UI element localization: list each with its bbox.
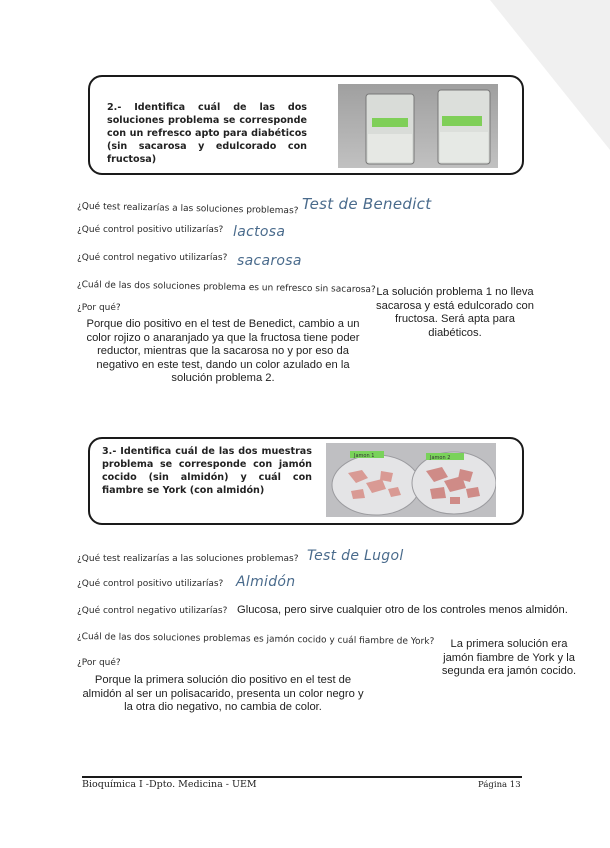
q2-test-question: ¿Qué test realizarías a las soluciones problemas? <box>76 201 299 217</box>
footer-page-number: Página 13 <box>478 780 521 790</box>
q3-test-answer: Test de Lugol <box>307 548 404 564</box>
q2-why-question: ¿Por qué? <box>77 303 121 313</box>
photo-label-2: Jamon 2 <box>430 455 451 461</box>
q3-negative-question: ¿Qué control negativo utilizarías? <box>77 606 228 616</box>
question-2-title: 2.- Identifica cuál de las dos soluciones problema se corresponde con un refresco apto para diabéticos (sin sacarosa y edulcorado con fructosa) <box>107 102 307 165</box>
q3-positive-answer: Almidón <box>236 574 296 590</box>
footer-course: Bioquímica I -Dpto. Medicina - UEM <box>82 779 257 790</box>
q2-which-answer: La solución problema 1 no lleva sacarosa y está edulcorado con fructosa. Será apta para diabéticos. <box>376 286 534 339</box>
beakers-photo <box>338 84 498 168</box>
footer-rule <box>82 776 522 778</box>
q2-which-question: ¿Cuál de las dos soluciones problema es un refresco sin sacarosa? <box>76 280 376 296</box>
q3-positive-question: ¿Qué control positivo utilizarías? <box>77 579 224 589</box>
q3-which-question: ¿Cuál de las dos soluciones problemas es jamón cocido y cuál fiambre de York? <box>76 632 435 647</box>
q2-negative-answer: sacarosa <box>237 253 302 269</box>
q3-why-question: ¿Por qué? <box>77 658 121 668</box>
q3-which-answer: La primera solución era jamón fiambre de York y la segunda era jamón cocido. <box>441 638 577 677</box>
q3-negative-answer: Glucosa, pero sirve cualquier otro de los controles menos almidón. <box>237 604 568 616</box>
q2-negative-question: ¿Qué control negativo utilizarías? <box>77 253 228 263</box>
ham-samples-photo <box>326 443 496 517</box>
q2-positive-question: ¿Qué control positivo utilizarías? <box>77 225 224 235</box>
photo-label-1: Jamon 1 <box>354 453 375 459</box>
question-3-title: 3.- Identifica cuál de las dos muestras problema se corresponde con jamón cocido (sin almidón) y cuál con fiambre se York (con almidón) <box>102 446 312 496</box>
q3-why-answer: Porque la primera solución dio positivo en el test de almidón al ser un polisacarido, presenta un color negro y la otra dio negativo, no cambia de color. <box>82 674 364 713</box>
q2-test-answer: Test de Benedict <box>302 195 432 213</box>
q2-positive-answer: lactosa <box>233 224 286 240</box>
q2-why-answer: Porque dio positivo en el test de Benedict, cambio a un color rojizo o anaranjado ya que la fructosa tiene poder reductor, mientras que la sacarosa no y por eso da negativo en este test, dando un color azulado en la solución problema 2. <box>86 318 360 384</box>
q3-test-question: ¿Qué test realizarías a las soluciones problemas? <box>77 554 299 564</box>
